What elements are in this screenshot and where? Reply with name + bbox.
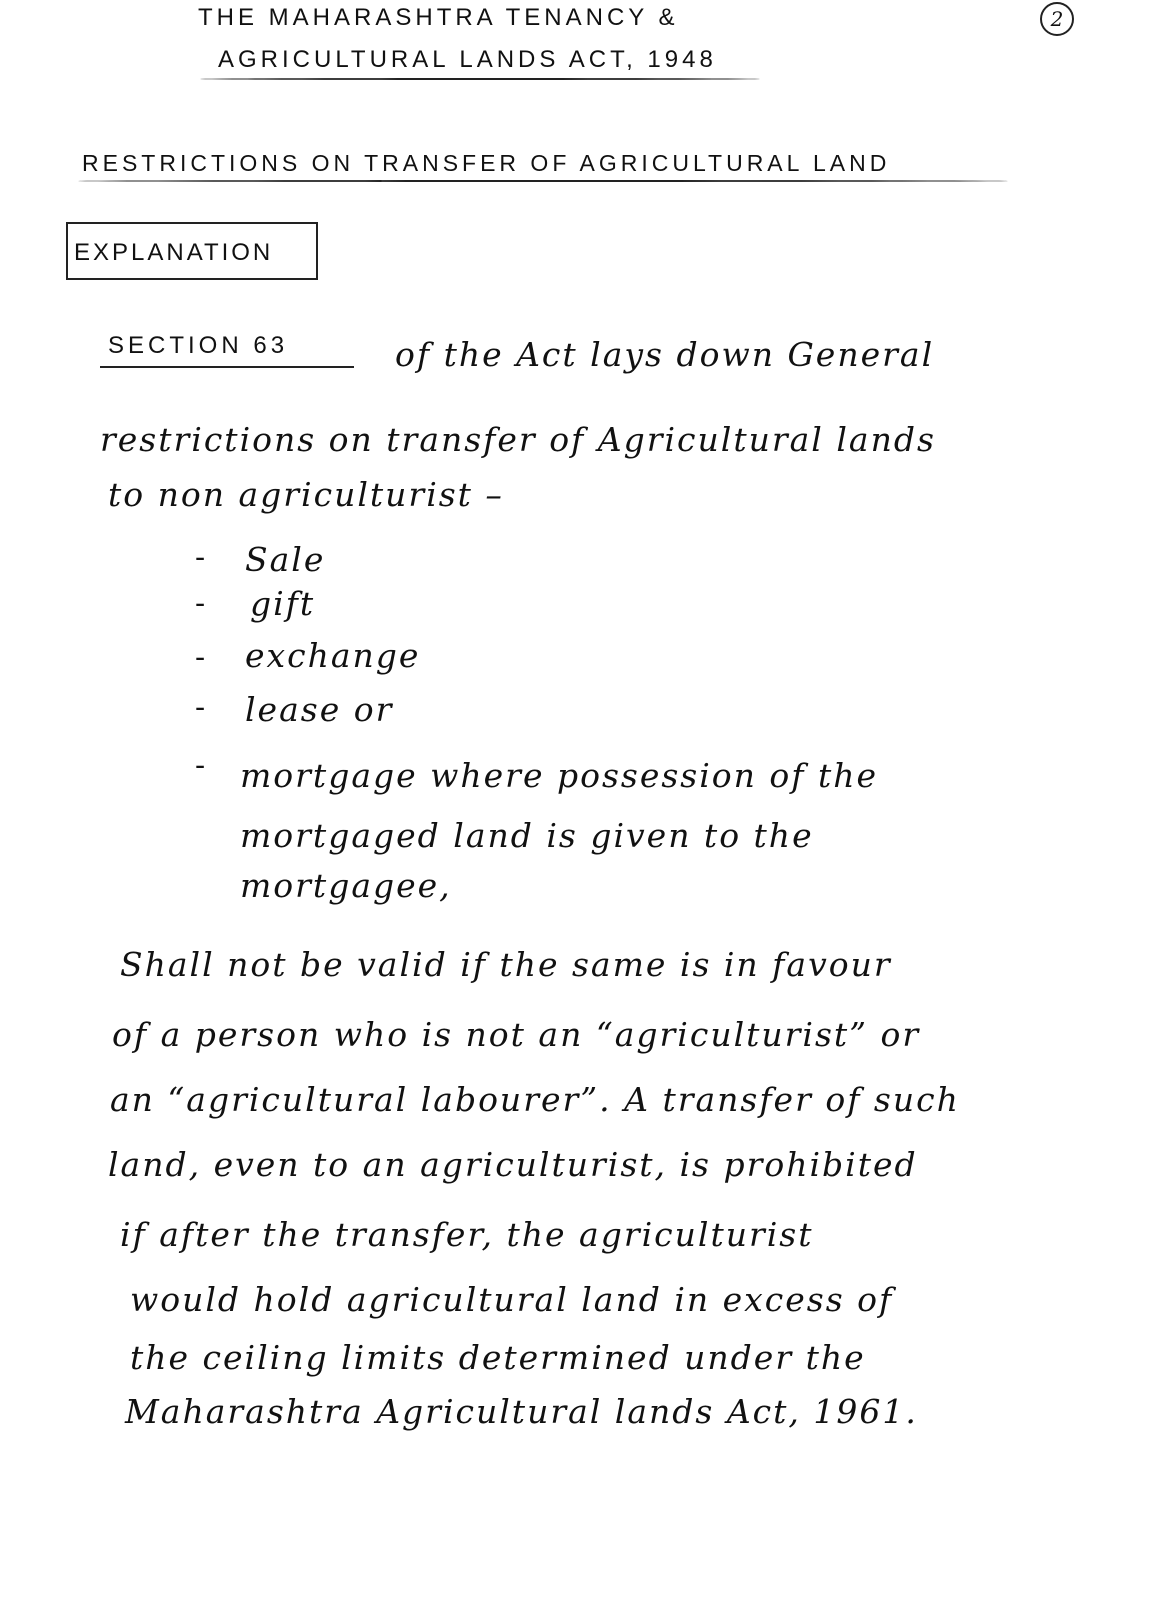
section-label: SECTION 63 xyxy=(108,332,289,359)
list-item: lease or xyxy=(245,690,394,729)
body-line: Maharashtra Agricultural lands Act, 1961. xyxy=(125,1392,918,1431)
intro-line: restrictions on transfer of Agricultural lands xyxy=(100,420,936,459)
list-item-continued: mortgaged land is given to the xyxy=(240,816,814,855)
section-underline xyxy=(100,366,354,368)
handwritten-page: 2 THE MAHARASHTRA TENANCY & AGRICULTURAL LANDS ACT, 1948 RESTRICTIONS ON TRANSFER OF AGRICULTURAL LAND EXPLANATION SECTION 63 of the Act lays down General restrictions on transfer of Agricultural lands to non agriculturist – - Sale - gift - exchange - lease or - mortgage where possession of the mortgaged land is given to the mortgagee, Shall not be valid if the same is in favour of a person who is not an “agriculturist” or an “agricultural labourer”. A transfer of such land, even to an agriculturist, is prohibited if after the transfer, the agriculturist would hold agricultural land in excess of the ceiling limits determined under the Maharashtra Agricultural lands Act, 1961. xyxy=(0,0,1162,1600)
heading: RESTRICTIONS ON TRANSFER OF AGRICULTURAL LAND xyxy=(82,150,891,176)
list-item: mortgage where possession of the xyxy=(240,756,879,795)
list-item: Sale xyxy=(245,540,326,579)
list-item: gift xyxy=(250,584,316,623)
title-underline xyxy=(200,78,760,80)
body-line: land, even to an agriculturist, is prohibited xyxy=(108,1145,918,1184)
body-line: an “agricultural labourer”. A transfer of such xyxy=(110,1080,960,1119)
body-line: of a person who is not an “agriculturist” or xyxy=(112,1015,921,1054)
intro-line: to non agriculturist – xyxy=(108,475,504,514)
heading-underline xyxy=(78,180,1008,182)
page-number: 2 xyxy=(1040,2,1074,36)
intro-line: of the Act lays down General xyxy=(395,335,935,374)
list-item-continued: mortgagee, xyxy=(240,866,452,905)
title-line-1: THE MAHARASHTRA TENANCY & xyxy=(198,4,679,31)
body-line: if after the transfer, the agriculturist xyxy=(120,1215,814,1254)
list-item: exchange xyxy=(245,636,421,675)
body-line: the ceiling limits determined under the xyxy=(130,1338,866,1377)
title-line-2: AGRICULTURAL LANDS ACT, 1948 xyxy=(218,46,717,73)
explanation-box: EXPLANATION xyxy=(66,222,318,280)
body-line: Shall not be valid if the same is in favour xyxy=(120,945,892,984)
body-line: would hold agricultural land in excess of xyxy=(130,1280,894,1319)
